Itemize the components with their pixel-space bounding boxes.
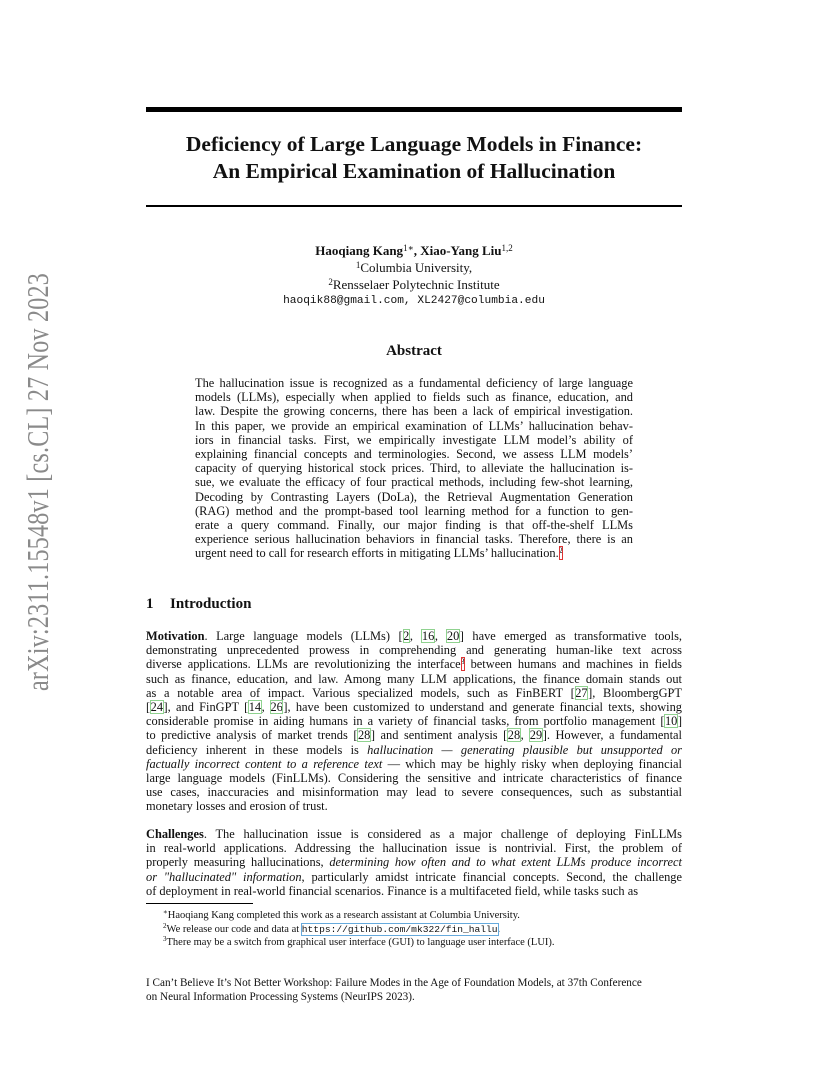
motivation-text: factually incorrect content to a reference text — which may be highly risky when deploying financial [146, 756, 682, 771]
abstract-line: sue, we evaluate the efficacy of four practical methods, including few-shot learning, [195, 475, 633, 490]
title-rule-bottom [146, 205, 682, 207]
author-1-mark: ∗ [407, 243, 414, 253]
arxiv-stamp-svg [6, 272, 66, 692]
challenges-line: in real-world applications. Addressing the hallucination issue is nontrivial. First, the problem of [146, 841, 682, 856]
challenges-text: properly measuring hallucinations, determining how often and to what extent LLMs produce incorrect [146, 855, 682, 870]
footnote-1 [163, 909, 555, 923]
motivation-text: deficiency inherent in these models is hallucination — generating plausible but unsupported or [146, 742, 682, 757]
title-rule-top [146, 107, 682, 112]
motivation-line [146, 757, 682, 771]
section-number: 1 [146, 596, 154, 612]
citation-link[interactable]: 16 [421, 629, 435, 643]
author-1: Haoqiang Kang [315, 243, 404, 258]
abstract-line: explaining financial concepts and terminologies. Second, we assess LLM models’ [195, 447, 633, 462]
footnote-3-text: There may be a switch from graphical user interface (GUI) to language user interface (LUI). [166, 937, 555, 949]
author-names: Haoqiang Kang$^{1∗}$, Xiao-Yang Liu$^{1,2}$ [315, 243, 513, 258]
footnote-2-end: . [497, 923, 501, 935]
footnotes [163, 909, 555, 950]
affiliation-2 [146, 276, 682, 293]
motivation-line: large language models (FinLLMs). Considering the sensitive and intricate characteristics of finance [146, 771, 682, 786]
motivation-text: ]. However, a fundamental [542, 728, 682, 743]
paragraph-motivation [146, 629, 682, 814]
motivation-line [146, 714, 682, 728]
section-heading [146, 596, 251, 613]
motivation-text: ], and FinGPT [ [163, 700, 249, 715]
challenges-text: or "hallucinated" information, particularly amidst intricate financial concepts. Second, the challenge [146, 869, 682, 884]
motivation-text: ] have emerged as transformative tools, [459, 629, 682, 643]
footnote-2-mark: 2 [163, 921, 167, 930]
abstract-line: erate a query command. Finally, our major finding is that off-the-shelf LLMs [195, 518, 633, 533]
motivation-line [146, 700, 682, 714]
abstract-body [195, 376, 633, 561]
motivation-text: Motivation. Large language models (LLMs) [ [146, 629, 403, 643]
author-block [146, 242, 682, 310]
motivation-text: , [434, 629, 447, 643]
abstract-line: The hallucination issue is recognized as a fundamental deficiency of large language [195, 376, 633, 390]
title-line-2: An Empirical Examination of Hallucination [212, 159, 616, 183]
abstract-line: iors in financial tasks. First, we empirically investigate LLM model’s ability of [195, 432, 633, 447]
arxiv-stamp-text: arXiv:2311.15548v1 [cs.CL] 27 Nov 2023 [20, 272, 55, 691]
footnote-2-text: We release our code and data at [166, 923, 302, 935]
arxiv-stamp [6, 272, 66, 692]
author-emails: haoqik88@gmail.com, XL2427@columbia.edu [283, 295, 545, 307]
motivation-text: [ [146, 700, 151, 715]
citation-link[interactable]: 10 [664, 714, 678, 729]
venue-line-1: I Can’t Believe It’s Not Better Workshop: Failure Modes in the Age of Foundation Models, at 37th Conference [146, 977, 642, 989]
abstract-line: experience serious hallucination behaviors in financial tasks. Therefore, there is an [195, 532, 633, 547]
citation-link[interactable]: 27 [575, 685, 588, 700]
footnote-1-text: Haoqiang Kang completed this work as a research assistant at Columbia University. [167, 910, 520, 921]
motivation-line: such as finance, education, and law. Among many LLM applications, the finance domain stands out [146, 671, 682, 686]
citation-link[interactable]: 28 [507, 728, 521, 743]
motivation-text: considerable promise in aiding humans in a variety of financial tasks, from portfolio management [ [146, 714, 665, 729]
section-title: Introduction [170, 596, 252, 612]
footnote-3 [163, 936, 555, 950]
motivation-text: ], have been customized to understand and generate financial texts, showing [283, 700, 682, 715]
motivation-text: , [520, 728, 530, 743]
citation-link[interactable]: 28 [357, 728, 371, 743]
motivation-line: monetary losses and erosion of trust. [146, 799, 328, 814]
motivation-text: between humans and machines in fields [464, 657, 682, 672]
affiliation-1 [146, 259, 682, 276]
citation-link[interactable]: 20 [446, 629, 460, 643]
footnote-ref[interactable]: 3 [461, 657, 465, 671]
motivation-line [146, 686, 682, 700]
affiliation-1-text: Columbia University, [360, 260, 473, 275]
motivation-text: , [409, 629, 422, 643]
paper-title [146, 131, 682, 185]
footnote-2 [163, 923, 555, 937]
abstract-heading: Abstract [386, 343, 442, 359]
challenges-line [146, 855, 682, 869]
motivation-line [146, 629, 682, 643]
motivation-text: ] [677, 714, 682, 729]
motivation-line: demonstrating unprecedented prowess in comprehending and generating human-like text across [146, 643, 682, 658]
footnote-1-mark: ∗ [163, 908, 168, 916]
citation-link[interactable]: 14 [248, 700, 262, 715]
citation-link[interactable]: 26 [270, 700, 283, 715]
motivation-line: use cases, inaccuracies and misinformation may lead to severe consequences, such as substantial [146, 785, 682, 800]
motivation-text: diverse applications. LLMs are revolutionizing the interface [146, 657, 461, 672]
footnote-ref[interactable]: 2 [559, 546, 563, 560]
citation-link[interactable]: 24 [150, 700, 164, 715]
citation-link[interactable]: 2 [403, 629, 410, 643]
paragraph-challenges [146, 827, 682, 898]
motivation-text: , [261, 700, 270, 715]
motivation-line [146, 657, 682, 671]
motivation-text: to predictive analysis of market trends [ [146, 728, 358, 743]
footnote-3-mark: 3 [163, 935, 167, 944]
challenges-line [146, 870, 682, 884]
citation-link[interactable]: 29 [529, 728, 543, 743]
abstract-line: capacity of querying historical stock prices. Third, to alleviate the hallucination is- [195, 461, 633, 476]
motivation-text: ], BloombergGPT [588, 685, 682, 700]
abstract-line: (RAG) method and the prompt-based tool learning method for a function to gen- [195, 503, 633, 518]
author-1-affil: 1 [403, 243, 408, 253]
author-2: Xiao-Yang Liu [420, 243, 502, 258]
affiliation-2-text: Rensselaer Polytechnic Institute [332, 277, 500, 292]
title-line-1: Deficiency of Large Language Models in Finance: [185, 132, 643, 156]
motivation-line [146, 728, 682, 742]
abstract-line: Decoding by Contrasting Layers (DoLa), the Retrieval Augmentation Generation [195, 489, 633, 504]
challenges-line: of deployment in real-world financial scenarios. Finance is a multifaceted field, while tasks such as [146, 883, 639, 898]
abstract-line: models (LLMs), especially when applied to fields such as finance, education, and [195, 390, 633, 405]
motivation-line [146, 743, 682, 757]
author-2-affil: 1,2 [501, 243, 513, 253]
challenges-text: Challenges. The hallucination issue is considered as a major challenge of deploying FinLLMs [146, 827, 682, 841]
abstract-line: urgent need to call for research efforts in mitigating LLMs’ hallucination.$^2$ [195, 546, 563, 561]
challenges-line [146, 827, 682, 841]
affiliation-1-num: 1 [355, 260, 361, 270]
venue-line-2: on Neural Information Processing Systems (NeurIPS 2023). [146, 991, 415, 1003]
abstract-line: law. Despite the growing concerns, there has been a lack of empirical investigation. [195, 404, 633, 419]
footnote-rule [146, 903, 253, 904]
affiliation-2-num: 2 [328, 277, 333, 287]
venue-note [146, 976, 682, 1004]
motivation-text: ] and sentiment analysis [ [370, 728, 508, 743]
abstract-line: In this paper, we provide an empirical examination of LLMs’ hallucination behav- [195, 418, 633, 433]
motivation-text: as a notable area of impact. Various specialized models, such as FinBERT [ [146, 685, 575, 700]
code-repo-link[interactable]: https://github.com/mk322/fin_hallu [301, 923, 498, 935]
